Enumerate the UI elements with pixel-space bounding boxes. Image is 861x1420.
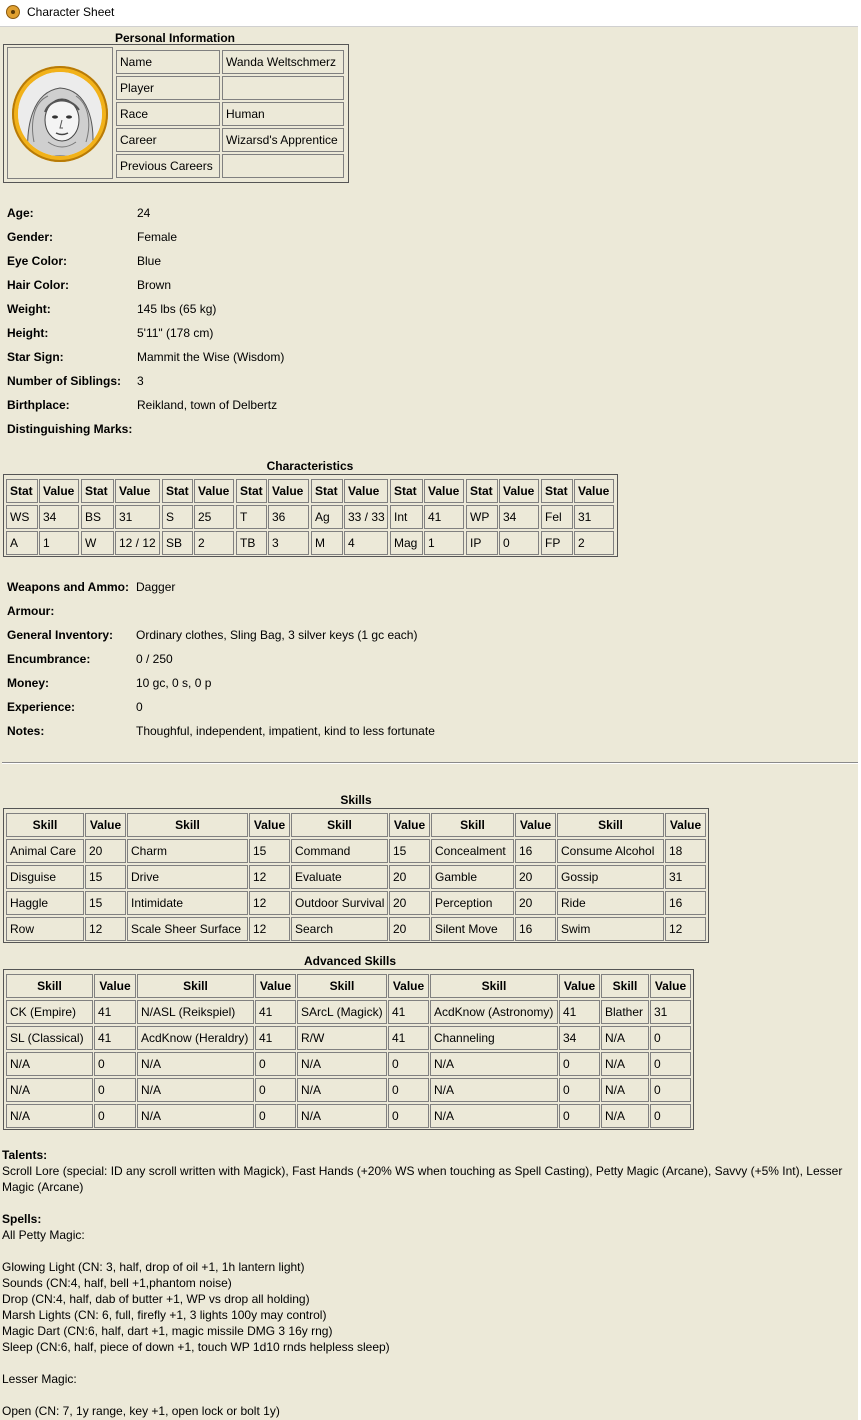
characteristics-header: Value <box>194 479 234 503</box>
skills-cell: Perception <box>431 891 514 915</box>
advanced-skills-cell: 0 <box>650 1052 691 1076</box>
characteristics-header: Value <box>268 479 309 503</box>
spells-label: Spells: <box>2 1212 42 1226</box>
window-titlebar <box>0 0 861 27</box>
talents-label: Talents: <box>2 1148 48 1162</box>
advanced-skills-title: Advanced Skills <box>303 954 397 968</box>
skills-title: Skills <box>340 793 372 807</box>
personal-field-value <box>222 154 344 178</box>
detail-value: Female <box>137 230 178 244</box>
advanced-skills-cell: R/W <box>297 1026 387 1050</box>
characteristics-header: Stat <box>466 479 498 503</box>
characteristics-cell: Mag <box>390 531 423 555</box>
characteristics-cell: WP <box>466 505 498 529</box>
skills-cell: Gossip <box>557 865 664 889</box>
characteristics-cell: S <box>162 505 193 529</box>
characteristics-cell: 41 <box>424 505 464 529</box>
characteristics-cell: 4 <box>344 531 388 555</box>
skills-cell: 20 <box>515 891 556 915</box>
skills-cell: Disguise <box>6 865 84 889</box>
personal-info-title: Personal Information <box>114 31 236 45</box>
skills-cell: Gamble <box>431 865 514 889</box>
advanced-skills-cell: 0 <box>388 1078 429 1102</box>
advanced-skills-cell: N/A <box>6 1052 93 1076</box>
inventory-label: General Inventory: <box>7 628 114 642</box>
skills-header: Skill <box>557 813 664 837</box>
detail-label: Height: <box>7 326 49 340</box>
characteristics-cell: A <box>6 531 38 555</box>
skills-header: Skill <box>431 813 514 837</box>
personal-field-label: Previous Careers <box>116 154 220 178</box>
advanced-skills-header: Value <box>94 974 136 998</box>
advanced-skills-cell: N/A <box>601 1078 649 1102</box>
character-portrait <box>7 47 113 179</box>
inventory-label: Armour: <box>7 604 55 618</box>
skills-header: Skill <box>6 813 84 837</box>
advanced-skills-cell: 0 <box>559 1078 600 1102</box>
advanced-skills-cell: 41 <box>388 1026 429 1050</box>
detail-label: Gender: <box>7 230 54 244</box>
window-title: Character Sheet <box>27 5 115 19</box>
petty-spell: Sounds (CN:4, half, bell +1,phantom noise) <box>2 1276 232 1290</box>
inventory-label: Money: <box>7 676 49 690</box>
advanced-skills-cell: N/A <box>6 1078 93 1102</box>
advanced-skills-cell: N/A <box>6 1104 93 1128</box>
characteristics-header: Stat <box>390 479 423 503</box>
skills-cell: Silent Move <box>431 917 514 941</box>
skills-cell: Ride <box>557 891 664 915</box>
skills-cell: Outdoor Survival <box>291 891 388 915</box>
advanced-skills-cell: 0 <box>255 1052 296 1076</box>
inventory-value: 0 / 250 <box>136 652 173 666</box>
personal-field-label: Name <box>116 50 220 74</box>
characteristics-cell: FP <box>541 531 573 555</box>
advanced-skills-cell: 41 <box>94 1000 136 1024</box>
skills-cell: 15 <box>85 865 126 889</box>
inventory-label: Experience: <box>7 700 76 714</box>
advanced-skills-cell: 0 <box>650 1026 691 1050</box>
skills-cell: 15 <box>85 891 126 915</box>
skills-cell: 31 <box>665 865 706 889</box>
advanced-skills-cell: 41 <box>255 1026 296 1050</box>
characteristics-cell: SB <box>162 531 193 555</box>
characteristics-header: Value <box>39 479 79 503</box>
characteristics-cell: 0 <box>499 531 539 555</box>
characteristics-header: Stat <box>236 479 267 503</box>
characteristics-cell: TB <box>236 531 267 555</box>
skills-cell: 16 <box>515 917 556 941</box>
skills-cell: Evaluate <box>291 865 388 889</box>
advanced-skills-cell: 0 <box>255 1104 296 1128</box>
characteristics-cell: Int <box>390 505 423 529</box>
advanced-skills-cell: 0 <box>559 1104 600 1128</box>
advanced-skills-cell: 0 <box>650 1078 691 1102</box>
detail-label: Birthplace: <box>7 398 70 412</box>
advanced-skills-cell: 34 <box>559 1026 600 1050</box>
detail-value: 5'11" (178 cm) <box>137 326 214 340</box>
petty-magic-heading: All Petty Magic: <box>2 1228 85 1242</box>
skills-cell: 15 <box>249 839 290 863</box>
characteristics-title: Characteristics <box>266 459 354 473</box>
skills-cell: Command <box>291 839 388 863</box>
characteristics-header: Stat <box>81 479 114 503</box>
detail-value: Brown <box>137 278 172 292</box>
inventory-label: Encumbrance: <box>7 652 91 666</box>
personal-field-value: Wanda Weltschmerz <box>222 50 344 74</box>
section-divider <box>2 762 858 764</box>
characteristics-cell: 12 / 12 <box>115 531 160 555</box>
characteristics-header: Value <box>499 479 539 503</box>
skills-cell: 20 <box>389 865 430 889</box>
characteristics-header: Stat <box>311 479 343 503</box>
characteristics-cell: 2 <box>574 531 614 555</box>
characteristics-cell: 3 <box>268 531 309 555</box>
advanced-skills-cell: 41 <box>388 1000 429 1024</box>
skills-cell: 12 <box>665 917 706 941</box>
skills-header: Value <box>665 813 706 837</box>
skills-cell: Row <box>6 917 84 941</box>
advanced-skills-header: Value <box>255 974 296 998</box>
skills-cell: 20 <box>85 839 126 863</box>
advanced-skills-cell: N/A <box>297 1078 387 1102</box>
skills-cell: Search <box>291 917 388 941</box>
advanced-skills-cell: N/A <box>430 1052 558 1076</box>
skills-cell: Swim <box>557 917 664 941</box>
detail-label: Age: <box>7 206 34 220</box>
detail-value: 145 lbs (65 kg) <box>137 302 217 316</box>
characteristics-cell: 31 <box>574 505 614 529</box>
skills-cell: Animal Care <box>6 839 84 863</box>
advanced-skills-cell: N/ASL (Reikspiel) <box>137 1000 254 1024</box>
characteristics-cell: BS <box>81 505 114 529</box>
skills-cell: 12 <box>249 917 290 941</box>
advanced-skills-cell: 0 <box>388 1052 429 1076</box>
inventory-value: Ordinary clothes, Sling Bag, 3 silver keys (1 gc each) <box>136 628 418 642</box>
inventory-value: Thoughful, independent, impatient, kind to less fortunate <box>136 724 435 738</box>
skills-cell: Scale Sheer Surface <box>127 917 248 941</box>
inventory-label: Weapons and Ammo: <box>7 580 130 594</box>
advanced-skills-cell: N/A <box>601 1052 649 1076</box>
characteristics-header: Value <box>424 479 464 503</box>
detail-value: Reikland, town of Delbertz <box>137 398 278 412</box>
advanced-skills-cell: Channeling <box>430 1026 558 1050</box>
petty-spell: Glowing Light (CN: 3, half, drop of oil +1, 1h lantern light) <box>2 1260 305 1274</box>
advanced-skills-header: Skill <box>430 974 558 998</box>
skills-cell: 12 <box>249 865 290 889</box>
advanced-skills-cell: N/A <box>430 1104 558 1128</box>
characteristics-header: Stat <box>541 479 573 503</box>
detail-label: Hair Color: <box>7 278 70 292</box>
advanced-skills-cell: N/A <box>601 1104 649 1128</box>
detail-label: Distinguishing Marks: <box>7 422 133 436</box>
characteristics-cell: IP <box>466 531 498 555</box>
personal-field-value: Human <box>222 102 344 126</box>
skills-cell: Concealment <box>431 839 514 863</box>
skills-cell: 12 <box>249 891 290 915</box>
advanced-skills-cell: Blather <box>601 1000 649 1024</box>
advanced-skills-cell: 0 <box>94 1052 136 1076</box>
skills-header: Value <box>389 813 430 837</box>
skills-cell: 20 <box>389 917 430 941</box>
advanced-skills-cell: 41 <box>255 1000 296 1024</box>
advanced-skills-header: Skill <box>297 974 387 998</box>
characteristics-header: Stat <box>162 479 193 503</box>
lesser-magic-heading: Lesser Magic: <box>2 1372 77 1386</box>
skills-cell: 15 <box>389 839 430 863</box>
characteristics-cell: 31 <box>115 505 160 529</box>
skills-cell: 16 <box>665 891 706 915</box>
advanced-skills-header: Skill <box>137 974 254 998</box>
skills-cell: 12 <box>85 917 126 941</box>
characteristics-header: Value <box>115 479 160 503</box>
characteristics-cell: Fel <box>541 505 573 529</box>
skills-cell: 16 <box>515 839 556 863</box>
petty-spell: Drop (CN:4, half, dab of butter +1, WP vs drop all holding) <box>2 1292 310 1306</box>
advanced-skills-cell: AcdKnow (Heraldry) <box>137 1026 254 1050</box>
advanced-skills-header: Value <box>388 974 429 998</box>
personal-field-value: Wizarsd's Apprentice <box>222 128 344 152</box>
personal-field-label: Career <box>116 128 220 152</box>
detail-value: 24 <box>137 206 151 220</box>
advanced-skills-header: Skill <box>6 974 93 998</box>
inventory-value: 10 gc, 0 s, 0 p <box>136 676 212 690</box>
characteristics-cell: 25 <box>194 505 234 529</box>
characteristics-cell: W <box>81 531 114 555</box>
skills-cell: 20 <box>515 865 556 889</box>
petty-spell: Sleep (CN:6, half, piece of down +1, touch WP 1d10 rnds helpless sleep) <box>2 1340 390 1354</box>
advanced-skills-cell: CK (Empire) <box>6 1000 93 1024</box>
advanced-skills-cell: N/A <box>430 1078 558 1102</box>
characteristics-cell: 34 <box>39 505 79 529</box>
advanced-skills-cell: 0 <box>255 1078 296 1102</box>
skills-cell: Drive <box>127 865 248 889</box>
lesser-spell: Open (CN: 7, 1y range, key +1, open lock or bolt 1y) <box>2 1404 280 1418</box>
characteristics-cell: T <box>236 505 267 529</box>
advanced-skills-cell: N/A <box>137 1052 254 1076</box>
inventory-label: Notes: <box>7 724 45 738</box>
detail-value: 3 <box>137 374 144 388</box>
characteristics-cell: 1 <box>39 531 79 555</box>
skills-cell: Haggle <box>6 891 84 915</box>
personal-field-label: Race <box>116 102 220 126</box>
advanced-skills-cell: 41 <box>94 1026 136 1050</box>
advanced-skills-cell: N/A <box>297 1104 387 1128</box>
skills-header: Value <box>85 813 126 837</box>
petty-spell: Marsh Lights (CN: 6, full, firefly +1, 3 lights 100y may control) <box>2 1308 327 1322</box>
characteristics-cell: 36 <box>268 505 309 529</box>
skills-cell: 18 <box>665 839 706 863</box>
characteristics-cell: 34 <box>499 505 539 529</box>
app-icon <box>6 5 20 19</box>
detail-label: Number of Siblings: <box>7 374 121 388</box>
petty-spell: Magic Dart (CN:6, half, dart +1, magic missile DMG 3 16y rng) <box>2 1324 333 1338</box>
characteristics-cell: WS <box>6 505 38 529</box>
detail-value: Blue <box>137 254 162 268</box>
skills-header: Value <box>515 813 556 837</box>
skills-header: Skill <box>291 813 388 837</box>
advanced-skills-cell: SArcL (Magick) <box>297 1000 387 1024</box>
detail-label: Eye Color: <box>7 254 68 268</box>
talents-text: Scroll Lore (special: ID any scroll written with Magick), Fast Hands (+20% WS when touching as Spell Casting), Petty Magic (Arcane), Savvy (+5% Int), Lesser Magic (Arcane) <box>2 1164 843 1194</box>
personal-field-value <box>222 76 344 100</box>
advanced-skills-cell: 0 <box>559 1052 600 1076</box>
advanced-skills-cell: 0 <box>94 1104 136 1128</box>
advanced-skills-header: Value <box>650 974 691 998</box>
characteristics-cell: 33 / 33 <box>344 505 388 529</box>
skills-header: Value <box>249 813 290 837</box>
characteristics-cell: 2 <box>194 531 234 555</box>
skills-cell: 20 <box>389 891 430 915</box>
characteristics-cell: M <box>311 531 343 555</box>
advanced-skills-cell: 31 <box>650 1000 691 1024</box>
skills-cell: Charm <box>127 839 248 863</box>
inventory-value: 0 <box>136 700 143 714</box>
advanced-skills-cell: SL (Classical) <box>6 1026 93 1050</box>
skills-cell: Intimidate <box>127 891 248 915</box>
advanced-skills-cell: N/A <box>297 1052 387 1076</box>
advanced-skills-header: Skill <box>601 974 649 998</box>
detail-label: Star Sign: <box>7 350 64 364</box>
portrait-image <box>18 72 102 156</box>
detail-value: Mammit the Wise (Wisdom) <box>137 350 285 364</box>
characteristics-header: Stat <box>6 479 38 503</box>
inventory-value: Dagger <box>136 580 176 594</box>
characteristics-cell: Ag <box>311 505 343 529</box>
characteristics-header: Value <box>344 479 388 503</box>
advanced-skills-cell: 41 <box>559 1000 600 1024</box>
characteristics-cell: 1 <box>424 531 464 555</box>
advanced-skills-cell: N/A <box>601 1026 649 1050</box>
advanced-skills-cell: 0 <box>650 1104 691 1128</box>
advanced-skills-cell: 0 <box>94 1078 136 1102</box>
skills-header: Skill <box>127 813 248 837</box>
personal-field-label: Player <box>116 76 220 100</box>
advanced-skills-cell: N/A <box>137 1104 254 1128</box>
skills-cell: Consume Alcohol <box>557 839 664 863</box>
advanced-skills-header: Value <box>559 974 600 998</box>
advanced-skills-cell: N/A <box>137 1078 254 1102</box>
advanced-skills-cell: 0 <box>388 1104 429 1128</box>
detail-label: Weight: <box>7 302 51 316</box>
characteristics-header: Value <box>574 479 614 503</box>
advanced-skills-cell: AcdKnow (Astronomy) <box>430 1000 558 1024</box>
